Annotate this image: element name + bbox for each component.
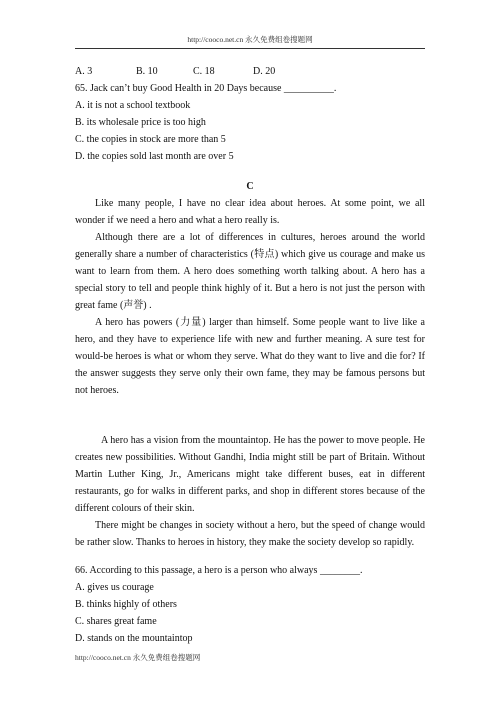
q64-option-c: C. 18 <box>193 66 215 77</box>
q65-option-c: C. the copies in stock are more than 5 <box>75 134 226 145</box>
paragraph-2: Although there are a lot of differences in cultures, heroes around the world generally share a number of characteristics (特点) which give us courage and make us want to learn from them. A hero does something worth talking about. A hero has a special story to tell and people think highly of it. But a hero is not just the person with great fame (声誉) . <box>75 232 425 311</box>
page-header: http://cooco.net.cn 永久免费组卷搜题网 <box>75 34 425 49</box>
q65-option-a: A. it is not a school textbook <box>75 100 191 111</box>
section-title: C <box>246 181 254 192</box>
q66-stem: 66. According to this passage, a hero is a person who always ________. <box>75 565 363 576</box>
paragraph-3: A hero has powers (力量) larger than himself. Some people want to live like a hero, and they have to experience life with new and further meaning. A sure test for would-be heroes is what or whom they serve. What do they want to live and die for? If the answer suggests they serve only their own fame, they may be famous persons but not heroes. <box>75 317 425 396</box>
q66-option-a: A. gives us courage <box>75 582 154 593</box>
q66-option-d: D. stands on the mountaintop <box>75 633 193 644</box>
page-footer: http://cooco.net.cn 永久免费组卷搜题网 <box>75 653 201 662</box>
q64-option-b: B. 10 <box>136 66 158 77</box>
paragraph-1: Like many people, I have no clear idea about heroes. At some point, we all wonder if we need a hero and what a hero really is. <box>75 198 425 226</box>
q64-option-a: A. 3 <box>75 66 93 77</box>
page-content <box>75 63 425 647</box>
q64-option-d: D. 20 <box>253 66 276 77</box>
q64-options <box>75 63 425 80</box>
paragraph-5: There might be changes in society without a hero, but the speed of change would be rather slow. Thanks to heroes in history, they make the society develop so rapidly. <box>75 520 425 548</box>
q66-option-c: C. shares great fame <box>75 616 157 627</box>
q65-option-b: B. its wholesale price is too high <box>75 117 206 128</box>
q66-option-b: B. thinks highly of others <box>75 599 177 610</box>
paragraph-4: A hero has a vision from the mountaintop. He has the power to move people. He creates new possibilities. Without Gandhi, India might still be part of Britain. Without Martin Luther King, Jr., Americans might take different buses, eat in different restaurants, go for walks in different parks, and shop in different stores because of the different colours of their skin. <box>75 435 425 514</box>
q65-stem: 65. Jack can’t buy Good Health in 20 Days because __________. <box>75 83 337 94</box>
q65-option-d: D. the copies sold last month are over 5 <box>75 151 234 162</box>
